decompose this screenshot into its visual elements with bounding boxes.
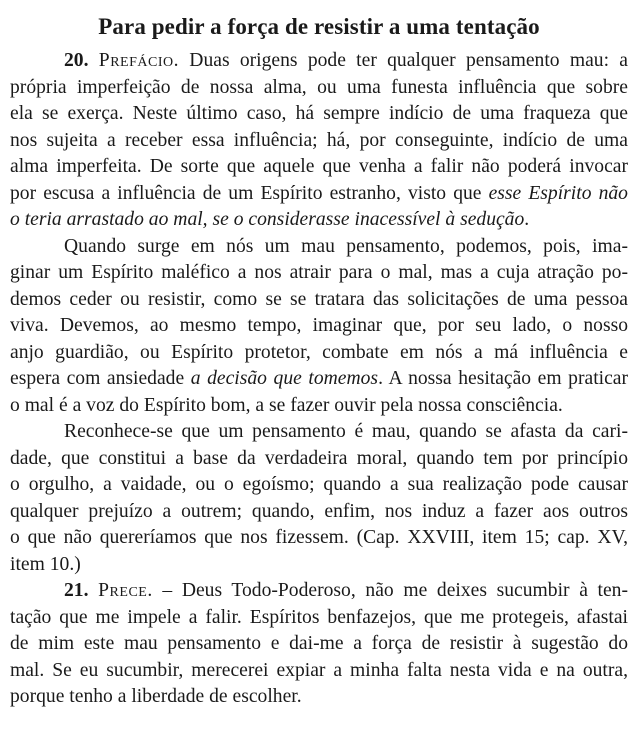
item-number: 21. [64, 580, 89, 601]
italic-text: a decisão que tomemos [190, 368, 379, 389]
text-line: o que não quereríamos que nos fizessem. (Cap. XXVIII, item 15; cap. XV, [10, 527, 628, 548]
italic-text: esse Espírito não [488, 182, 628, 204]
text-line: ela se exerça. Neste último caso, há sempre indício de uma fraqueza que [10, 103, 628, 124]
text-line: Quando surge em nós um mau pensamento, podemos, pois, ima- [64, 235, 628, 257]
text-line: anjo guardião, ou Espírito protetor, combate em nós a má influência e [10, 341, 628, 363]
text-line: ginar um Espírito maléfico a nos atrair para o mal, mas a cuja atração po- [10, 262, 628, 283]
text-line: tação que me impele a falir. Espíritos benfazejos, que me protegeis, afastai [10, 606, 628, 628]
text-line: viva. Devemos, ao mesmo tempo, imaginar que, por seu lado, o nosso [10, 315, 628, 336]
text-line: de mim este mau pensamento e dai-me a força de resistir à sugestão do [10, 633, 628, 654]
text-line: Reconhece-se que um pensamento é mau, quando se afasta da cari- [64, 421, 628, 442]
text-line: porque tenho a liberdade de escolher. [10, 686, 302, 707]
text-line: espera com ansiedade a decisão que tomemos. A nossa hesitação em praticar [10, 368, 629, 389]
section-label: Prece. [98, 580, 153, 601]
text-line: alma imperfeita. De sorte que aquele que venha a falir não poderá invocar [10, 156, 628, 177]
text-line: o teria arrastado ao mal, se o considerasse inacessível à sedução. [10, 209, 530, 230]
text-line: item 10.) [10, 553, 81, 575]
text-line: por escusa a influência de um Espírito estranho, visto que esse Espírito não [10, 182, 628, 204]
text-line: 20. Prefácio. Duas origens pode ter qualquer pensamento mau: a [64, 50, 628, 71]
text-line: qualquer prejuízo a outrem; quando, enfim, nos induz a fazer aos outros [10, 500, 628, 522]
text-line: mal. Se eu sucumbir, merecerei expiar a minha falta nesta vida e na outra, [10, 659, 628, 681]
paragraph-prayer [10, 578, 628, 711]
text-line: dade, que constitui a base da verdadeira moral, quando tem por princípio [10, 447, 628, 469]
italic-text: o teria arrastado ao mal, se o considerasse inacessível à sedução [10, 209, 525, 230]
page-title: Para pedir a força de resistir a uma tentação [98, 14, 540, 39]
paragraph-temptation [10, 234, 628, 420]
text-line: o mal é a voz do Espírito bom, a se fazer ouvir pela nossa consciência. [10, 394, 563, 416]
text-line: o orgulho, a vaidade, ou o egoísmo; quando a sua realização pode causar [10, 474, 628, 495]
text-line: própria imperfeição de nossa alma, ou uma funesta influência que sobre [10, 76, 628, 98]
text-line: demos ceder ou resistir, como se se tratara das solicitações de uma pessoa [10, 288, 628, 310]
paragraph-preface [10, 48, 628, 234]
text-line: nos sujeita a receber essa influência; há, por conseguinte, indício de uma [10, 129, 628, 151]
item-number: 20. [64, 50, 89, 71]
text-line: 21. Prece. – Deus Todo-Poderoso, não me deixes sucumbir à ten- [64, 580, 628, 601]
paragraph-recognition [10, 419, 628, 578]
section-label: Prefácio. [98, 50, 179, 71]
